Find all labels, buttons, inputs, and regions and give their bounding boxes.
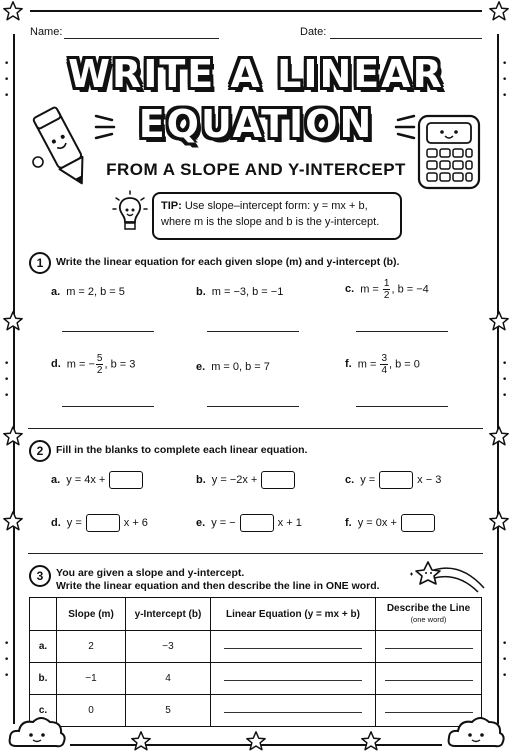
star-icon (2, 310, 24, 332)
fraction: $\frac{3}{4}$ (381, 353, 388, 376)
star-icon (488, 310, 510, 332)
section-divider (28, 428, 483, 429)
question-3-prompt-line1: You are given a slope and y-intercept. (56, 567, 245, 579)
dots-decoration: • • • (502, 59, 508, 101)
border-top (30, 10, 482, 12)
cloud-icon (6, 712, 68, 752)
lightbulb-icon (112, 190, 148, 236)
fraction: $\frac{1}{2}$ (383, 278, 390, 301)
answer-line[interactable] (62, 331, 154, 332)
intercept-cell: −3 (126, 631, 211, 663)
q1-item-b: b. m = −3, b = −1 (196, 286, 284, 298)
star-icon (360, 730, 382, 752)
answer-table (29, 597, 482, 727)
tip-text (161, 198, 379, 230)
table-header (30, 598, 57, 631)
table-row (30, 695, 482, 727)
q1-item-c: c. m = $\frac{1}{2}$ , b = −4 (345, 278, 429, 301)
page-subtitle: FROM A SLOPE AND Y-INTERCEPT (106, 160, 406, 179)
star-icon (2, 510, 24, 532)
table-header: y-Intercept (b) (126, 598, 211, 631)
table-header-describe: Describe the Line (one word) (376, 598, 482, 631)
dots-decoration: • • • (502, 639, 508, 681)
cloud-icon (445, 712, 507, 752)
table-header: Slope (m) (57, 598, 126, 631)
tip-line1: Use slope–intercept form: y = mx + b, (184, 200, 368, 212)
table-header: Linear Equation (y = mx + b) (211, 598, 376, 631)
calculator-icon (415, 112, 485, 192)
intercept-cell: 5 (126, 695, 211, 727)
star-icon (2, 0, 24, 22)
row-label: b. (30, 663, 57, 695)
q1-item-a: a. m = 2, b = 5 (51, 286, 125, 298)
equation-answer-cell[interactable] (211, 631, 376, 663)
slope-cell: −1 (57, 663, 126, 695)
answer-line[interactable] (207, 331, 299, 332)
dots-decoration: • • • (4, 359, 10, 401)
tip-line2: where m is the slope and b is the y-intercept. (161, 216, 380, 228)
q2-item-e: e. y = − x + 1 (196, 514, 302, 532)
row-label: a. (30, 631, 57, 663)
equation-answer-cell[interactable] (211, 663, 376, 695)
question-1-prompt: Write the linear equation for each given slope (m) and y-intercept (b). (56, 256, 400, 268)
table-header-row (30, 598, 482, 631)
question-number-2: 2 (29, 440, 51, 462)
describe-subheader: (one word) (410, 615, 447, 624)
blank-input[interactable] (261, 471, 295, 489)
question-number-1: 1 (29, 252, 51, 274)
star-icon (245, 730, 267, 752)
intercept-cell: 4 (126, 663, 211, 695)
tip-label: TIP: (161, 200, 182, 212)
pencil-icon (28, 100, 98, 195)
section-divider (28, 553, 483, 554)
date-label: Date: (300, 26, 327, 38)
blank-input[interactable] (379, 471, 413, 489)
q2-item-f: f. y = 0x + (345, 514, 439, 532)
table-row (30, 663, 482, 695)
dots-decoration: • • • (4, 59, 10, 101)
name-label: Name: (30, 26, 63, 38)
q2-item-c: c. y = x − 3 (345, 471, 441, 489)
answer-line[interactable] (356, 331, 448, 332)
dots-decoration: • • • (502, 359, 508, 401)
fraction: $\frac{5}{2}$ (96, 353, 103, 376)
equation-answer-cell[interactable] (211, 695, 376, 727)
question-3-prompt-line2: Write the linear equation and then describe the line in ONE word. (56, 580, 380, 592)
blank-input[interactable] (86, 514, 120, 532)
page-title-line1: WRITE A LINEAR (68, 52, 444, 96)
question-2-prompt: Fill in the blanks to complete each linear equation. (56, 444, 308, 456)
sparkle-lines-icon (392, 112, 416, 142)
blank-input[interactable] (240, 514, 274, 532)
name-field[interactable] (64, 38, 219, 39)
page-title-line2: EQUATION (138, 102, 374, 146)
q2-item-a: a. y = 4x + (51, 471, 147, 489)
star-icon (488, 425, 510, 447)
q1-item-f: f. m = $\frac{3}{4}$ , b = 0 (345, 353, 420, 376)
slope-cell: 2 (57, 631, 126, 663)
describe-answer-cell[interactable] (376, 663, 482, 695)
question-number-3: 3 (29, 565, 51, 587)
star-icon (488, 0, 510, 22)
dots-decoration: • • • (4, 639, 10, 681)
star-icon (2, 425, 24, 447)
star-icon (488, 510, 510, 532)
slope-cell: 0 (57, 695, 126, 727)
q2-item-d: d. y = x + 6 (51, 514, 148, 532)
answer-line[interactable] (62, 406, 154, 407)
q2-item-b: b. y = −2x + (196, 471, 299, 489)
q1-item-e: e. m = 0, b = 7 (196, 361, 270, 373)
date-field[interactable] (330, 38, 482, 39)
blank-input[interactable] (401, 514, 435, 532)
row-label: c. (30, 695, 57, 727)
answer-line[interactable] (356, 406, 448, 407)
shooting-star-icon (406, 558, 486, 598)
sparkle-lines-icon (94, 112, 118, 142)
table-row (30, 631, 482, 663)
q1-item-d: d. m = − $\frac{5}{2}$ , b = 3 (51, 353, 136, 376)
describe-answer-cell[interactable] (376, 631, 482, 663)
answer-line[interactable] (207, 406, 299, 407)
blank-input[interactable] (109, 471, 143, 489)
star-icon (130, 730, 152, 752)
